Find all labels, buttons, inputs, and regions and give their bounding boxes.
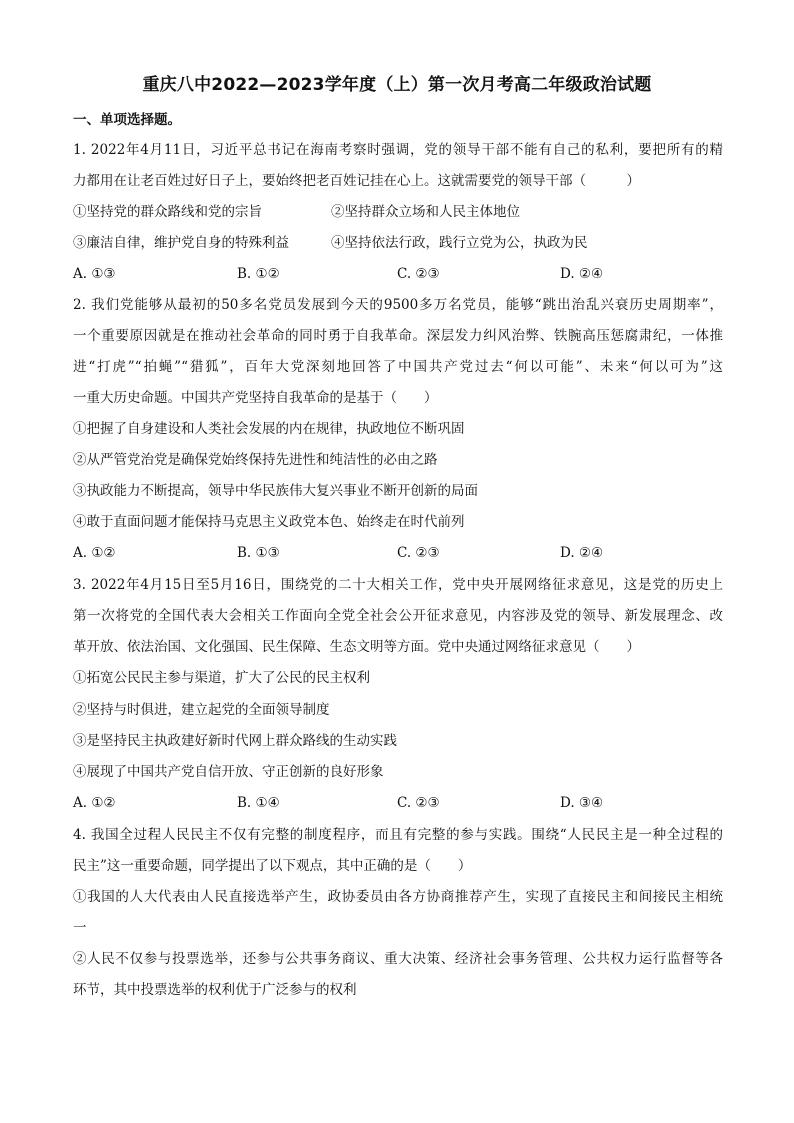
q2-options (73, 544, 723, 562)
q3-stem-line-2: 第一次将党的全国代表大会相关工作面向全党全社会公开征求意见，内容涉及党的领导、新发展理念、改 (73, 608, 723, 624)
q1-statement-1: ①坚持党的群众路线和党的宗旨 (73, 204, 262, 220)
q2-stem-line-1: 2. 我们党能够从最初的50多名党员发展到今天的9500多万名党员，能够“跳出治乱兴衰历史周期率”， (73, 297, 723, 313)
q4-statement-1-line-1: ①我国的人大代表由人民直接选举产生，政协委员由各方协商推荐产生，实现了直接民主和间接民主相统 (73, 889, 723, 905)
q1-statement-2: ②坚持群众立场和人民主体地位 (331, 204, 520, 220)
q3-statement-3: ③是坚持民主执政建好新时代网上群众路线的生动实践 (73, 733, 397, 749)
q2-option-b[interactable]: B. ①③ (237, 545, 280, 561)
q2-statement-1: ①把握了自身建设和人类社会发展的内在规律，执政地位不断巩固 (73, 421, 465, 437)
q4-statement-1-line-2: 一 (73, 920, 87, 936)
q4-statement-2-line-1: ②人民不仅参与投票选举，还参与公共事务商议、重大决策、经济社会事务管理、公共权力运行监督等各 (73, 951, 723, 967)
q1-option-d[interactable]: D. ②④ (560, 266, 604, 282)
q3-option-d[interactable]: D. ③④ (560, 795, 604, 811)
q3-options (73, 794, 723, 812)
q1-options (73, 265, 723, 283)
q2-option-a[interactable]: A. ①② (73, 545, 116, 561)
q1-statement-3: ③廉洁自律，维护党自身的特殊利益 (73, 235, 289, 251)
q3-stem-line-1: 3. 2022年4月15日至5月16日，围绕党的二十大相关工作，党中央开展网络征求意见，这是党的历史上 (73, 577, 723, 593)
q3-option-a[interactable]: A. ①② (73, 795, 116, 811)
q2-option-d[interactable]: D. ②④ (560, 545, 604, 561)
q3-option-c[interactable]: C. ②③ (397, 795, 440, 811)
q3-statement-4: ④展现了中国共产党自信开放、守正创新的良好形象 (73, 764, 384, 780)
q2-stem-line-4: 一重大历史命题。中国共产党坚持自我革命的是基于（ ） (73, 390, 438, 406)
q1-option-a[interactable]: A. ①③ (73, 266, 116, 282)
q4-statement-2-line-2: 环节，其中投票选举的权利优于广泛参与的权利 (73, 982, 357, 998)
q3-statement-1: ①拓宽公民民主参与渠道，扩大了公民的民主权利 (73, 670, 370, 686)
q4-stem-line-1: 4. 我国全过程人民民主不仅有完整的制度程序，而且有完整的参与实践。围绕“人民民主是一种全过程的 (73, 827, 723, 843)
q2-statement-3: ③执政能力不断提高，领导中华民族伟大复兴事业不断开创新的局面 (73, 483, 478, 499)
q1-option-c[interactable]: C. ②③ (397, 266, 440, 282)
q4-stem-line-2: 民主”这一重要命题，同学提出了以下观点，其中正确的是（ ） (73, 858, 472, 874)
q1-statement-row-2 (73, 234, 723, 252)
q1-statement-row-1 (73, 203, 723, 221)
q1-stem-line-2: 力都用在让老百姓过好日子上，要始终把老百姓记挂在心上。这就需要党的领导干部（ ） (73, 173, 640, 189)
q1-option-b[interactable]: B. ①② (237, 266, 280, 282)
q2-statement-4: ④敢于直面问题才能保持马克思主义政党本色、始终走在时代前列 (73, 514, 465, 530)
page-title: 重庆八中2022—2023学年度（上）第一次月考高二年级政治试题 (142, 75, 652, 95)
q3-stem-line-3: 革开放、依法治国、文化强国、民生保障、生态文明等方面。党中央通过网络征求意见（ ） (73, 639, 640, 655)
q2-statement-2: ②从严管党治党是确保党始终保持先进性和纯洁性的必由之路 (73, 452, 438, 468)
q3-option-b[interactable]: B. ①④ (237, 795, 280, 811)
q2-stem-line-2: 一个重要原因就是在推动社会革命的同时勇于自我革命。深层发力纠风治弊、铁腕高压惩腐肃纪，一体推 (73, 328, 723, 344)
section-heading: 一、单项选择题。 (73, 112, 181, 128)
q2-option-c[interactable]: C. ②③ (397, 545, 440, 561)
q2-stem-line-3: 进“打虎”“拍蝇”“猎狐”，百年大党深刻地回答了中国共产党过去“何以可能”、未来“何以可为”这 (73, 359, 723, 375)
q3-statement-2: ②坚持与时俱进，建立起党的全面领导制度 (73, 702, 330, 718)
q1-stem-line-1: 1. 2022年4月11日，习近平总书记在海南考察时强调，党的领导干部不能有自己的私利，要把所有的精 (73, 142, 723, 158)
q1-statement-4: ④坚持依法行政，践行立党为公，执政为民 (331, 235, 588, 251)
